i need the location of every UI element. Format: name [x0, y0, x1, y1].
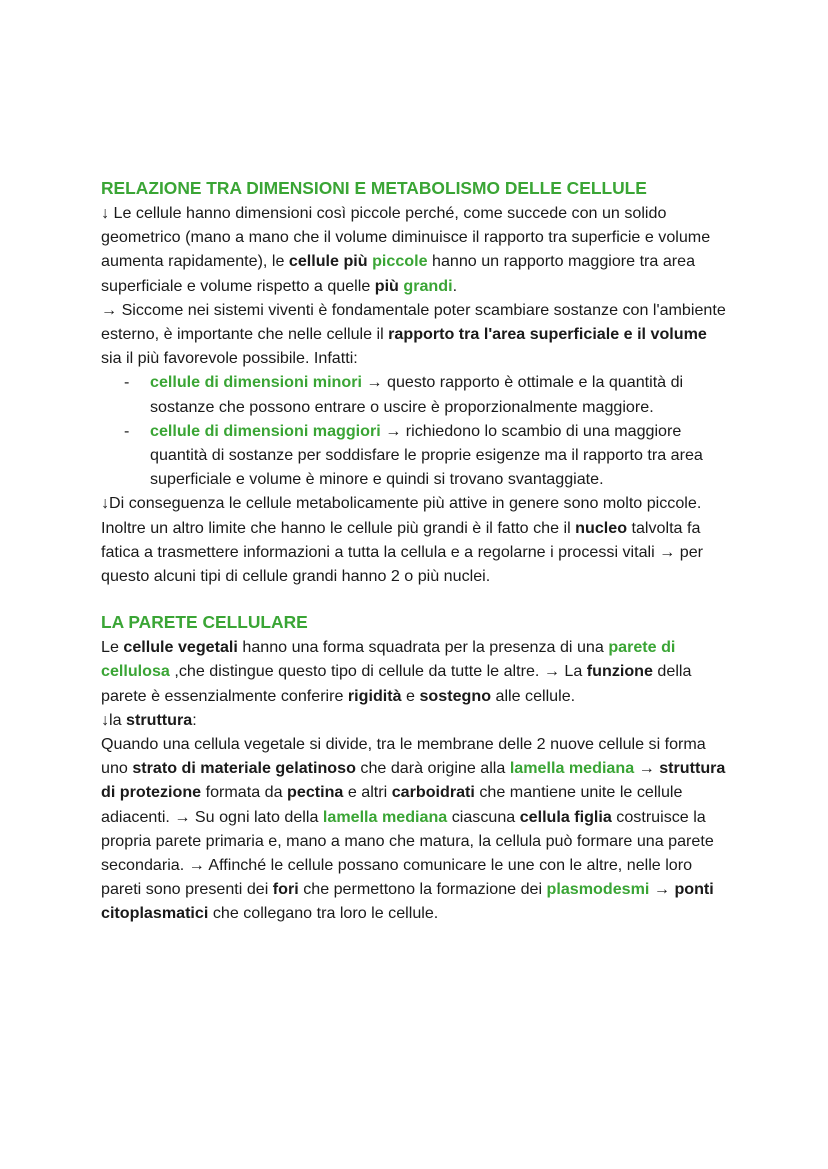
text: e altri — [343, 783, 392, 802]
text: → — [649, 880, 675, 899]
text: : — [192, 710, 197, 729]
highlight-term: grandi — [403, 276, 453, 295]
bold-term: rapporto tra l'area superficiale e il volume — [388, 325, 707, 344]
bold-term: più — [374, 276, 399, 295]
text: Quando una cellula vegetale si divide, tra le membrane delle 2 nuove cellule si forma uno — [101, 735, 706, 778]
text: → Siccome nei sistemi viventi è fondamentale poter scambiare sostanze con l'ambiente esterno, è importante che nelle cellule il — [101, 300, 726, 344]
highlight-term: piccole — [372, 252, 428, 271]
paragraph-cell-size — [101, 201, 729, 370]
list-dash: - — [124, 373, 130, 392]
highlight-term: cellule di dimensioni minori — [150, 373, 362, 392]
section-title-metabolism: RELAZIONE TRA DIMENSIONI E METABOLISMO DELLE CELLULE — [101, 178, 647, 198]
text: hanno una forma squadrata per la presenza di una — [237, 638, 609, 657]
list-item — [101, 370, 729, 418]
text: ↓ Le cellule hanno dimensioni così piccole perché, come succede con un solido geometrico (mano a mano che il volume diminuisce il rapporto tra superficie e volume aumenta rapidamente), le — [101, 204, 711, 271]
text: che permettono la formazione dei — [298, 880, 547, 899]
text: ↓la — [101, 710, 127, 729]
bold-term: funzione — [586, 662, 653, 681]
text: che collegano tra loro le cellule. — [208, 904, 439, 923]
document-page — [101, 176, 729, 926]
highlight-term: cellule di dimensioni maggiori — [150, 421, 381, 440]
text: Le — [101, 638, 124, 657]
highlight-term: parete di cellulosa — [101, 638, 676, 681]
bold-term: rigidità — [347, 686, 402, 705]
list-dash: - — [124, 421, 130, 440]
highlight-term: lamella mediana — [322, 807, 448, 826]
text: → richiedono lo scambio di una maggiore quantità di sostanze per soddisfare le proprie esigenze ma il rapporto tra area superficiale e volume è minore e quindi si trovano svantaggiate. — [150, 421, 703, 489]
text: ,che distingue questo tipo di cellule da tutte le altre. → La — [169, 662, 587, 681]
text: che mantiene unite le cellule adiacenti. → Su ogni lato della — [101, 783, 683, 826]
bold-term: sostegno — [419, 686, 492, 705]
bold-term: strato di materiale gelatinoso — [132, 759, 356, 778]
bold-term: cellule più — [288, 252, 368, 271]
bold-term: carboidrati — [391, 783, 475, 802]
text: . — [452, 276, 458, 295]
text: → questo rapporto è ottimale e la quantità di sostanze che possono entrare o uscire è proporzionalmente maggiore. — [150, 373, 684, 416]
highlight-term: lamella mediana — [509, 759, 635, 778]
bold-term: pectina — [287, 783, 344, 802]
paragraph-structure — [101, 732, 729, 926]
text: → — [634, 759, 660, 778]
text: ↓Di conseguenza le cellule metabolicamente più attive in genere sono molto piccole. Inoltre un altro limite che hanno le cellule più grandi è il fatto che il — [101, 494, 702, 537]
text: ciascuna — [447, 807, 520, 826]
bold-term: nucleo — [575, 518, 628, 537]
text: della parete è essenzialmente conferire — [101, 662, 692, 705]
text: talvolta fa fatica a trasmettere informazioni a tutta la cellula e a regolarne i processi vitali → per questo alcuni tipi di cellule grandi hanno 2 o più nuclei. — [101, 518, 704, 586]
bold-term: struttura di protezione — [101, 759, 726, 802]
text: formata da — [201, 783, 288, 802]
paragraph-consequence — [101, 491, 729, 588]
text: costruisce la propria parete primaria e, mano a mano che matura, la cellula può formare una parete secondaria. → Affinché le cellule possano comunicare le une con le altre, nelle loro pareti sono presenti dei — [101, 807, 714, 899]
text: sia il più favorevole possibile. Infatti: — [101, 349, 358, 368]
text: che darà origine alla — [355, 759, 510, 778]
bold-term: cellule vegetali — [123, 638, 238, 657]
list-item — [101, 419, 729, 492]
bold-term: fori — [272, 880, 299, 899]
highlight-term: plasmodesmi — [546, 880, 650, 899]
paragraph-plant-cells — [101, 635, 729, 708]
bold-term: ponti citoplasmatici — [101, 880, 714, 923]
size-comparison-list — [101, 370, 729, 491]
paragraph-structure-label — [101, 708, 729, 732]
text: e — [401, 686, 420, 705]
section-title-cell-wall: LA PARETE CELLULARE — [101, 612, 308, 633]
bold-term: struttura — [126, 710, 193, 729]
text: hanno un rapporto maggiore tra area superficiale e volume rispetto a quelle — [101, 252, 696, 295]
text: alle cellule. — [491, 686, 576, 705]
bold-term: cellula figlia — [519, 807, 612, 826]
